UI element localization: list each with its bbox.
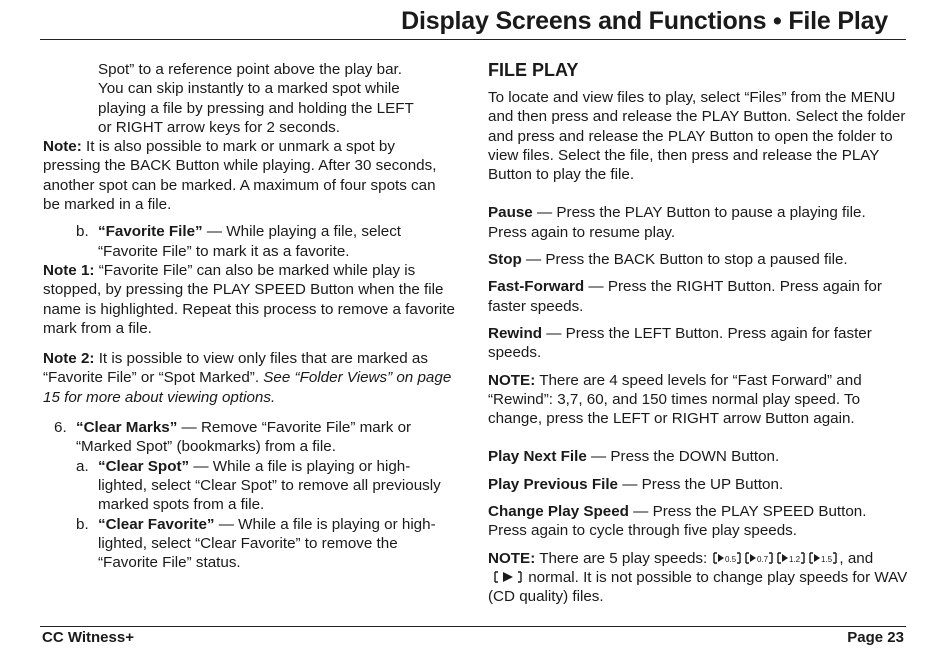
item-text: — Press the LEFT Button. Press again for faster speeds. — [488, 324, 872, 362]
list-item-title: “Clear Favorite” — [98, 515, 215, 533]
continued-text — [43, 60, 455, 137]
item-pause — [488, 203, 908, 242]
item-stop — [488, 250, 908, 269]
list-item-text: — While playing a file, select “Favorite File” to mark it as a favorite. — [98, 223, 402, 260]
speed-0-7-icon — [745, 551, 773, 565]
list-item-title: “Clear Marks” — [76, 419, 178, 437]
list-marker: a. — [76, 457, 89, 475]
svg-text:1.5: 1.5 — [821, 554, 833, 564]
item-change-play-speed — [488, 502, 908, 541]
list-item-clear-marks — [43, 418, 455, 457]
item-text: — Press the BACK Button to stop a paused file. — [521, 251, 848, 269]
item-rewind — [488, 324, 908, 363]
list-item-text: — While a file is playing or high-lighted, select “Clear Spot” to remove all previously marked spots from a file. — [98, 457, 441, 514]
list-item-title: “Favorite File” — [98, 223, 203, 241]
footer-rule — [40, 626, 906, 627]
item-text: — Press the UP Button. — [618, 475, 784, 493]
item-text: — Press the PLAY SPEED Button. Press again to cycle through five play speeds. — [488, 503, 867, 540]
note-text: , and — [839, 549, 874, 567]
speed-1-5-icon — [809, 551, 837, 565]
note-label: Note 2: — [43, 350, 95, 368]
item-label: Fast-Forward — [488, 278, 585, 296]
note-label: Note: — [43, 138, 82, 156]
list-marker: 6. — [54, 419, 67, 437]
item-label: Play Next File — [488, 448, 587, 466]
note-text: There are 4 speed levels for “Fast Forward” and “Rewind”: 3,7, 60, and 150 times normal play speed. To change, press the LEFT or RIGHT arrow Button again. — [488, 371, 862, 428]
note-1 — [43, 261, 455, 338]
note-text: There are 5 play speeds: — [535, 549, 712, 567]
svg-text:0.5: 0.5 — [725, 554, 737, 564]
note-mark-spot — [43, 137, 455, 214]
footer-page-number: Page 23 — [847, 629, 904, 646]
page-header-title: Display Screens and Functions • File Play — [401, 7, 888, 35]
header-rule — [40, 39, 906, 40]
note-label: Note 1: — [43, 261, 95, 279]
note-2 — [43, 349, 455, 407]
item-label: Stop — [488, 251, 522, 269]
item-play-previous-file — [488, 475, 908, 494]
note-play-speeds — [488, 549, 908, 607]
text-line: Spot” to a reference point above the play bar. — [98, 61, 402, 78]
note-text: “Favorite File” can also be marked while play is stopped, by pressing the PLAY SPEED Button when the file name is highlighted. Repeat this process to remove a favorite mark from a file. — [43, 261, 455, 337]
footer-product-name: CC Witness+ — [42, 629, 134, 646]
section-title: FILE PLAY — [488, 60, 579, 80]
note-italic-reference: See “Folder Views” on page 15 for more about viewing options. — [43, 369, 452, 406]
item-text: — Press the RIGHT Button. Press again for faster speeds. — [488, 278, 882, 315]
speed-1-2-icon — [777, 551, 805, 565]
list-item-text: — Remove “Favorite File” mark or “Marked Spot” (bookmarks) from a file. — [76, 419, 412, 456]
note-label: NOTE: — [488, 549, 536, 567]
speed-0-5-icon — [713, 551, 741, 565]
item-fast-forward — [488, 277, 908, 316]
svg-text:0.7: 0.7 — [757, 554, 769, 564]
list-item-title: “Clear Spot” — [98, 457, 190, 475]
list-item-text: — While a file is playing or high-lighted, select “Clear Favorite” to remove the “Favorite File” status. — [98, 515, 436, 572]
svg-text:1.2: 1.2 — [789, 554, 801, 564]
list-item-favorite-file — [43, 222, 455, 261]
item-label: Pause — [488, 204, 533, 222]
intro-paragraph: To locate and view files to play, select “Files” from the MENU and then press and release the PLAY Button. Select the folder and press and release the PLAY Button to open the folder to view files. Select the file, then press and release the PLAY Button to play the file. — [488, 89, 906, 184]
left-column — [43, 60, 455, 572]
item-text: — Press the PLAY Button to pause a playing file. Press again to resume play. — [488, 204, 866, 241]
note-label: NOTE: — [488, 371, 536, 389]
item-label: Change Play Speed — [488, 503, 629, 521]
note-text: normal. It is not possible to change play speeds for WAV (CD quality) files. — [488, 568, 908, 606]
item-label: Rewind — [488, 324, 543, 342]
note-speed-levels — [488, 371, 908, 429]
right-column — [488, 88, 908, 607]
list-item-clear-favorite — [43, 515, 455, 573]
note-text: It is also possible to mark or unmark a spot by pressing the BACK Button while playing. After 30 seconds, another spot can be marked. A maximum of four spots can be marked in a file. — [43, 138, 437, 214]
item-play-next-file — [488, 447, 908, 466]
list-marker: b. — [76, 515, 89, 533]
text-line: or RIGHT arrow keys for 2 seconds. — [98, 118, 340, 136]
item-label: Play Previous File — [488, 475, 618, 493]
item-text: — Press the DOWN Button. — [586, 448, 780, 466]
list-item-clear-spot — [43, 457, 455, 515]
text-line: You can skip instantly to a marked spot while — [98, 80, 400, 98]
note-text: It is possible to view only files that are marked as “Favorite File” or “Spot Marked”. — [43, 350, 428, 387]
list-marker: b. — [76, 223, 89, 241]
speed-normal-icon — [494, 570, 522, 584]
text-line: playing a file by pressing and holding the LEFT — [98, 99, 414, 117]
